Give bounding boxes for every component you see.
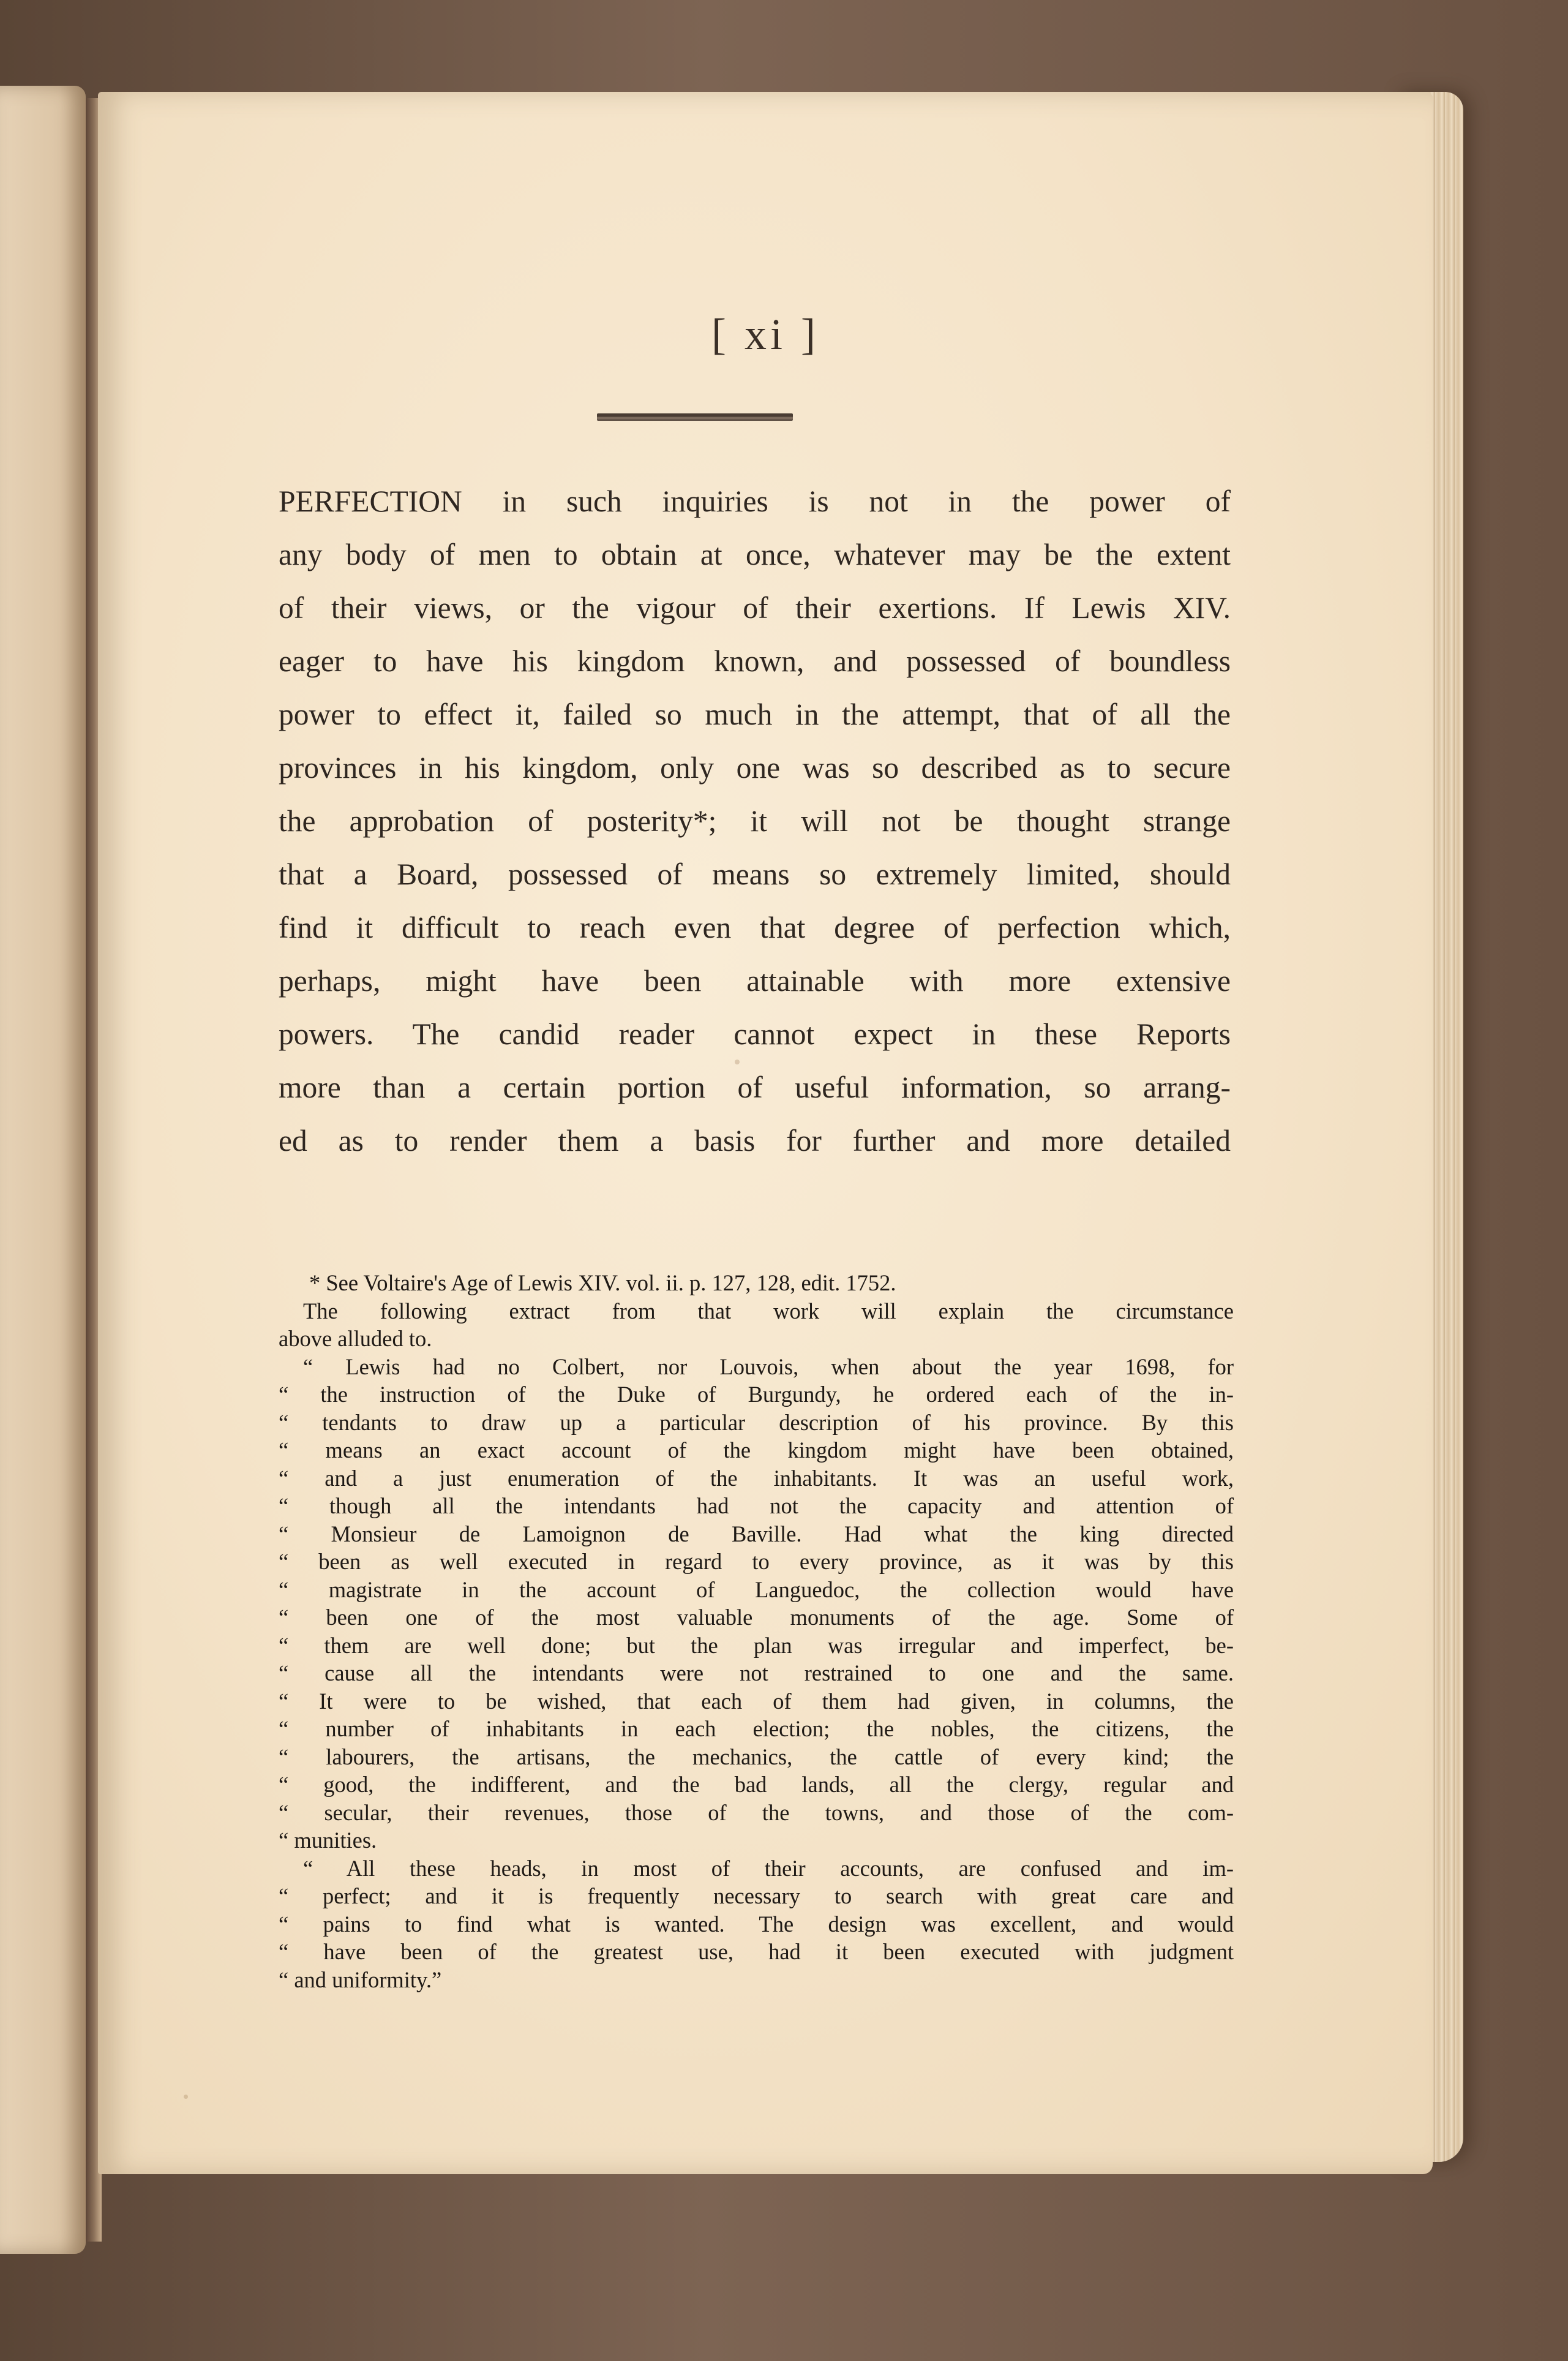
body-line: of their views, or the vigour of their exertions. If Lewis XIV. [279,591,1231,625]
footnote-line: “ It were to be wished, that each of them had given, in columns, the [279,1688,1234,1714]
footnote-line: “ pains to find what is wanted. The design was excellent, and would [279,1911,1234,1937]
body-line: the approbation of posterity*; it will not be thought strange [279,804,1231,838]
body-line: power to effect it, failed so much in the attempt, that of all the [279,698,1231,731]
page-number-header: [ xi ] [711,310,819,359]
footnote-line: “ been one of the most valuable monuments of the age. Some of [279,1605,1234,1630]
footnote-line: “ Lewis had no Colbert, nor Louvois, when about the year 1698, for [303,1354,1234,1379]
body-line: any body of men to obtain at once, whatever may be the extent [279,538,1231,571]
footnote-line: “ have been of the greatest use, had it been executed with judgment [279,1939,1234,1964]
footnote-line: “ number of inhabitants in each election; the nobles, the citizens, the [279,1716,1234,1741]
footnote-line: “ Monsieur de Lamoignon de Baville. Had what the king directed [279,1521,1234,1546]
footnote-line: “ means an exact account of the kingdom might have been obtained, [279,1437,1234,1463]
footnote-line: “ and uniformity.” [279,1967,442,1992]
footnote-line: “ and a just enumeration of the inhabitants. It was an useful work, [279,1465,1234,1491]
footnote-line: “ secular, their revenues, those of the towns, and those of the com- [279,1799,1234,1825]
footnote-line: “ the instruction of the Duke of Burgundy, he ordered each of the in- [279,1382,1234,1407]
footnote-line: “ cause all the intendants were not restrained to one and the same. [279,1660,1234,1685]
body-line: find it difficult to reach even that degree of perfection which, [279,911,1231,944]
body-line: perhaps, might have been attainable with more extensive [279,964,1231,998]
foxing-spot [184,2095,188,2099]
body-line: eager to have his kingdom known, and possessed of boundless [279,644,1231,678]
body-line: PERFECTION in such inquiries is not in the power of [279,484,1231,518]
footnote-line: “ tendants to draw up a particular description of his province. By this [279,1409,1234,1435]
footnote-line: “ magistrate in the account of Languedoc, the collection would have [279,1576,1234,1602]
body-paragraph [279,475,1231,1167]
facing-page-edge [0,86,86,2254]
body-line: powers. The candid reader cannot expect in these Reports [279,1017,1231,1051]
body-line: provinces in his kingdom, only one was so described as to secure [279,751,1231,785]
footnote-line: “ them are well done; but the plan was irregular and imperfect, be- [279,1632,1234,1658]
footnote-line: “ though all the intendants had not the capacity and attention of [279,1493,1234,1518]
footnote-line: “ been as well executed in regard to every province, as it was by this [279,1549,1234,1574]
book-page [98,92,1433,2174]
footnote-line: “ perfect; and it is frequently necessary to search with great care and [279,1883,1234,1908]
footnote-line: “ munities. [279,1828,377,1853]
footnote-citation: * See Voltaire's Age of Lewis XIV. vol. ii. p. 127, 128, edit. 1752. [309,1270,896,1295]
footnote-line: “ labourers, the artisans, the mechanics, the cattle of every kind; the [279,1744,1234,1769]
header-rule [597,413,793,421]
body-line: that a Board, possessed of means so extremely limited, should [279,857,1231,891]
footnote [279,1269,1234,1994]
footnote-line: “ All these heads, in most of their accounts, are confused and im- [303,1855,1234,1881]
footnote-line: “ good, the indifferent, and the bad lands, all the clergy, regular and [279,1772,1234,1797]
body-line: ed as to render them a basis for further and more detailed [279,1124,1231,1158]
footnote-line: The following extract from that work will explain the circumstance [303,1298,1234,1324]
footnote-line: above alluded to. [279,1326,432,1351]
body-line: more than a certain portion of useful information, so arrang- [279,1071,1231,1104]
